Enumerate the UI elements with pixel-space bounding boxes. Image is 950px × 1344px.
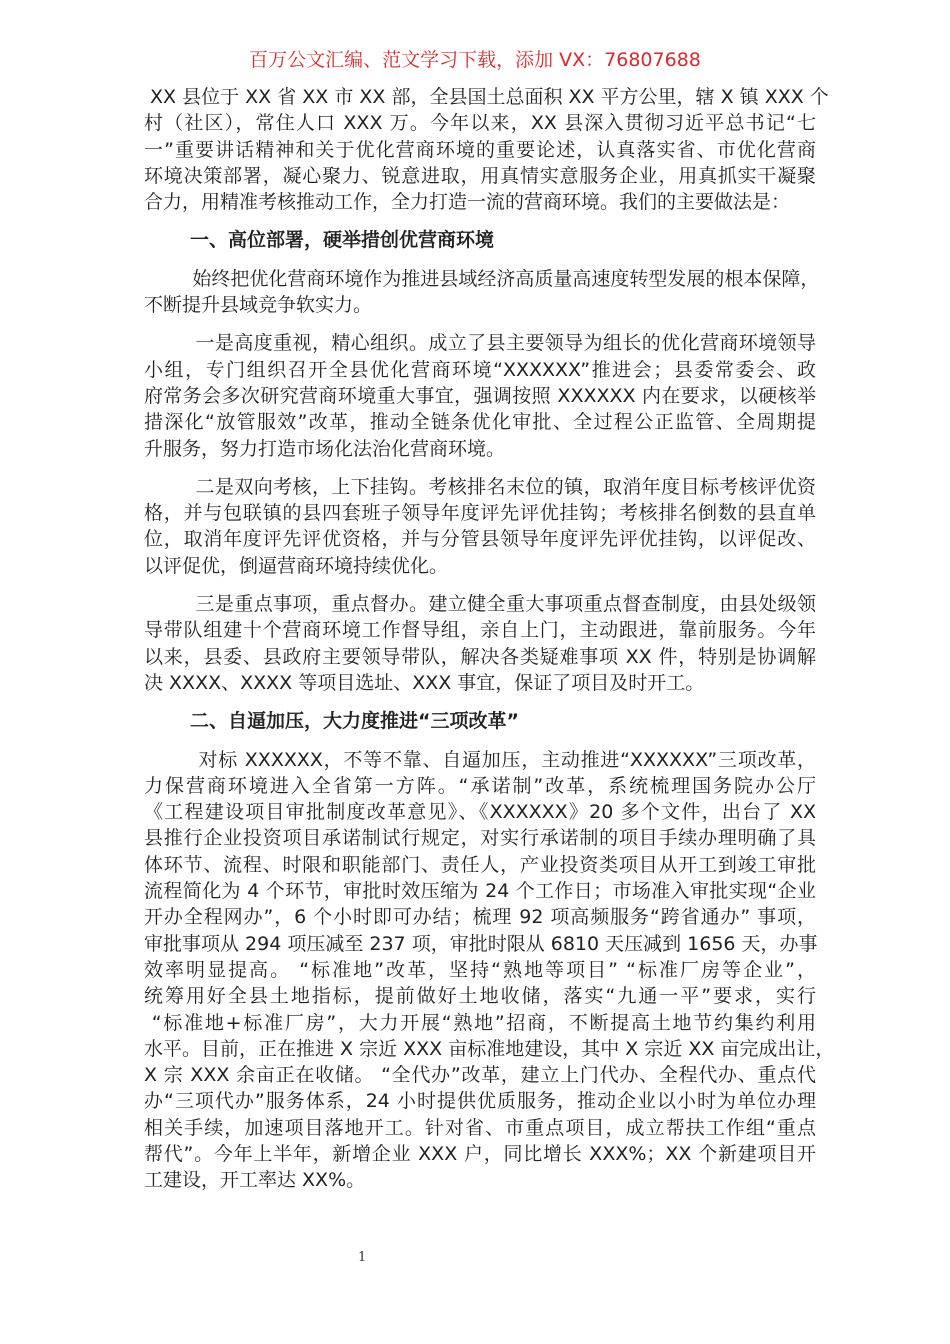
text-line: 水平。目前，正在推进 X 宗近 XXX 亩标准地建设，其中 X 宗近 XX 亩完成出让， [144,1037,835,1060]
text-line: 导带队组建十个营商环境工作督导组，亲自上门，主动跟进，靠前服务。今年 [144,619,816,642]
text-line: 力保营商环境进入全省第一方阵。“承诺制”改革，系统梳理国务院办公厅 [144,774,816,797]
text-line: 不断提升县域竞争软实力。 [144,294,373,317]
section-heading: 一、高位部署，硬举措创优营商环境 [190,229,495,252]
text-line: 一”重要讲话精神和关于优化营商环境的重要论述，认真落实省、市优化营商 [144,138,816,161]
text-line: 环境决策部署，凝心聚力、锐意进取，用真情实意服务企业，用真抓实干凝聚 [144,164,816,187]
text-line: 以来，县委、县政府主要领导带队，解决各类疑难事项 XX 件，特别是协调解 [144,645,816,668]
text-line: 一是高度重视，精心组织。成立了县主要领导为组长的优化营商环境领导 [144,332,816,355]
text-line: 开办全程网办”，6 个小时即可办结；梳理 92 项高频服务“跨省通办” 事项， [144,906,816,929]
text-line: 县推行企业投资项目承诺制试行规定，对实行承诺制的项目手续办理明确了具 [144,827,816,850]
text-line: 工建设，开工率达 XX%。 [144,1169,366,1192]
paragraph [144,474,816,579]
text-line: 始终把优化营商环境作为推进县域经济高质量高速度转型发展的根本保障， [144,267,820,290]
text-line: 格，并与包联镇的县四套班子领导年度评先评优挂钩；考核排名倒数的县直单 [144,502,816,525]
section-heading: 二、自逼加压，大力度推进“三项改革” [190,710,519,733]
text-line: 以评促优，倒逼营商环境持续优化。 [144,554,449,577]
text-line: 小组，专门组织召开全县优化营商环境“XXXXXX”推进会；县委常委会、政 [144,358,816,381]
text-line: XX 县位于 XX 省 XX 市 XX 部，全县国土总面积 XX 平方公里，辖 X 镇 XXX 个 [144,86,829,108]
text-line: 对标 XXXXXX，不等不靠、自逼加压，主动推进“XXXXXX”三项改革， [144,748,816,771]
text-line: 统筹用好全县土地指标，提前做好土地收储，落实“九通一平”要求，实行 [144,985,816,1008]
text-line: 村（社区），常住人口 XXX 万。今年以来，XX 县深入贯彻习近平总书记“七 [144,112,816,135]
text-line: 体环节、流程、时限和职能部门、责任人，产业投资类项目从开工到竣工审批 [144,853,816,876]
text-line: 措深化“放管服效”改革，推动全链条优化审批、全过程公正监管、全周期提 [144,411,816,434]
text-line: 相关手续，加速项目落地开工。针对省、市重点项目，成立帮扶工作组“重点 [144,1116,816,1139]
paragraph [144,747,835,1194]
text-line: 流程简化为 4 个环节，审批时效压缩为 24 个工作日；市场准入审批实现“企业 [144,880,816,903]
text-line: 二是双向考核，上下挂钩。考核排名末位的镇，取消年度目标考核评优资 [144,475,816,498]
text-line: 合力，用精准考核推动工作，全力打造一流的营商环境。我们的主要做法是： [144,191,791,214]
text-line: 帮代”。今年上半年，新增企业 XXX 户，同比增长 XXX%；XX 个新建项目开 [144,1142,816,1165]
text-line: 效率明显提高。 “标准地”改革，坚持“熟地等项目” “标准厂房等企业”， [144,958,816,981]
paragraph [144,330,816,461]
document-body [144,84,835,1206]
text-line: “标准地+标准厂房”，大力开展“熟地”招商，不断提高土地节约集约利用 [144,1011,816,1034]
page-number: 1 [358,1250,367,1265]
text-line: 决 XXXX、XXXX 等项目选址、XXX 事宜，保证了项目及时开工。 [144,671,705,694]
text-line: 三是重点事项，重点督办。建立健全重大事项重点督查制度，由县处级领 [144,593,816,616]
text-line: 府常务会多次研究营商环境重大事宜，强调按照 XXXXXX 内在要求，以硬核举 [144,384,816,407]
paragraph [144,591,816,696]
text-line: 审批事项从 294 项压减至 237 项，审批时限从 6810 天压减到 1656 天，办事 [144,932,818,955]
text-line: X 宗 XXX 余亩正在收储。 “全代办”改革，建立上门代办、全程代办、重点代 [144,1064,816,1087]
text-line: 《工程建设项目审批制度改革意见》、《XXXXXX》20 多个文件，出台了 XX [144,801,816,824]
text-line: 位，取消年度评先评优资格，并与分管县领导年度评先评优挂钩，以评促改、 [144,528,816,551]
paragraph [144,266,820,319]
paragraph [144,84,829,215]
text-line: 升服务，努力打造市场化法治化营商环境。 [144,437,506,460]
text-line: 办“三项代办”服务体系，24 小时提供优质服务，推动企业以小时为单位办理 [144,1090,816,1113]
watermark-banner: 百万公文汇编、范文学习下载，添加 VX：76807688 [249,49,701,71]
